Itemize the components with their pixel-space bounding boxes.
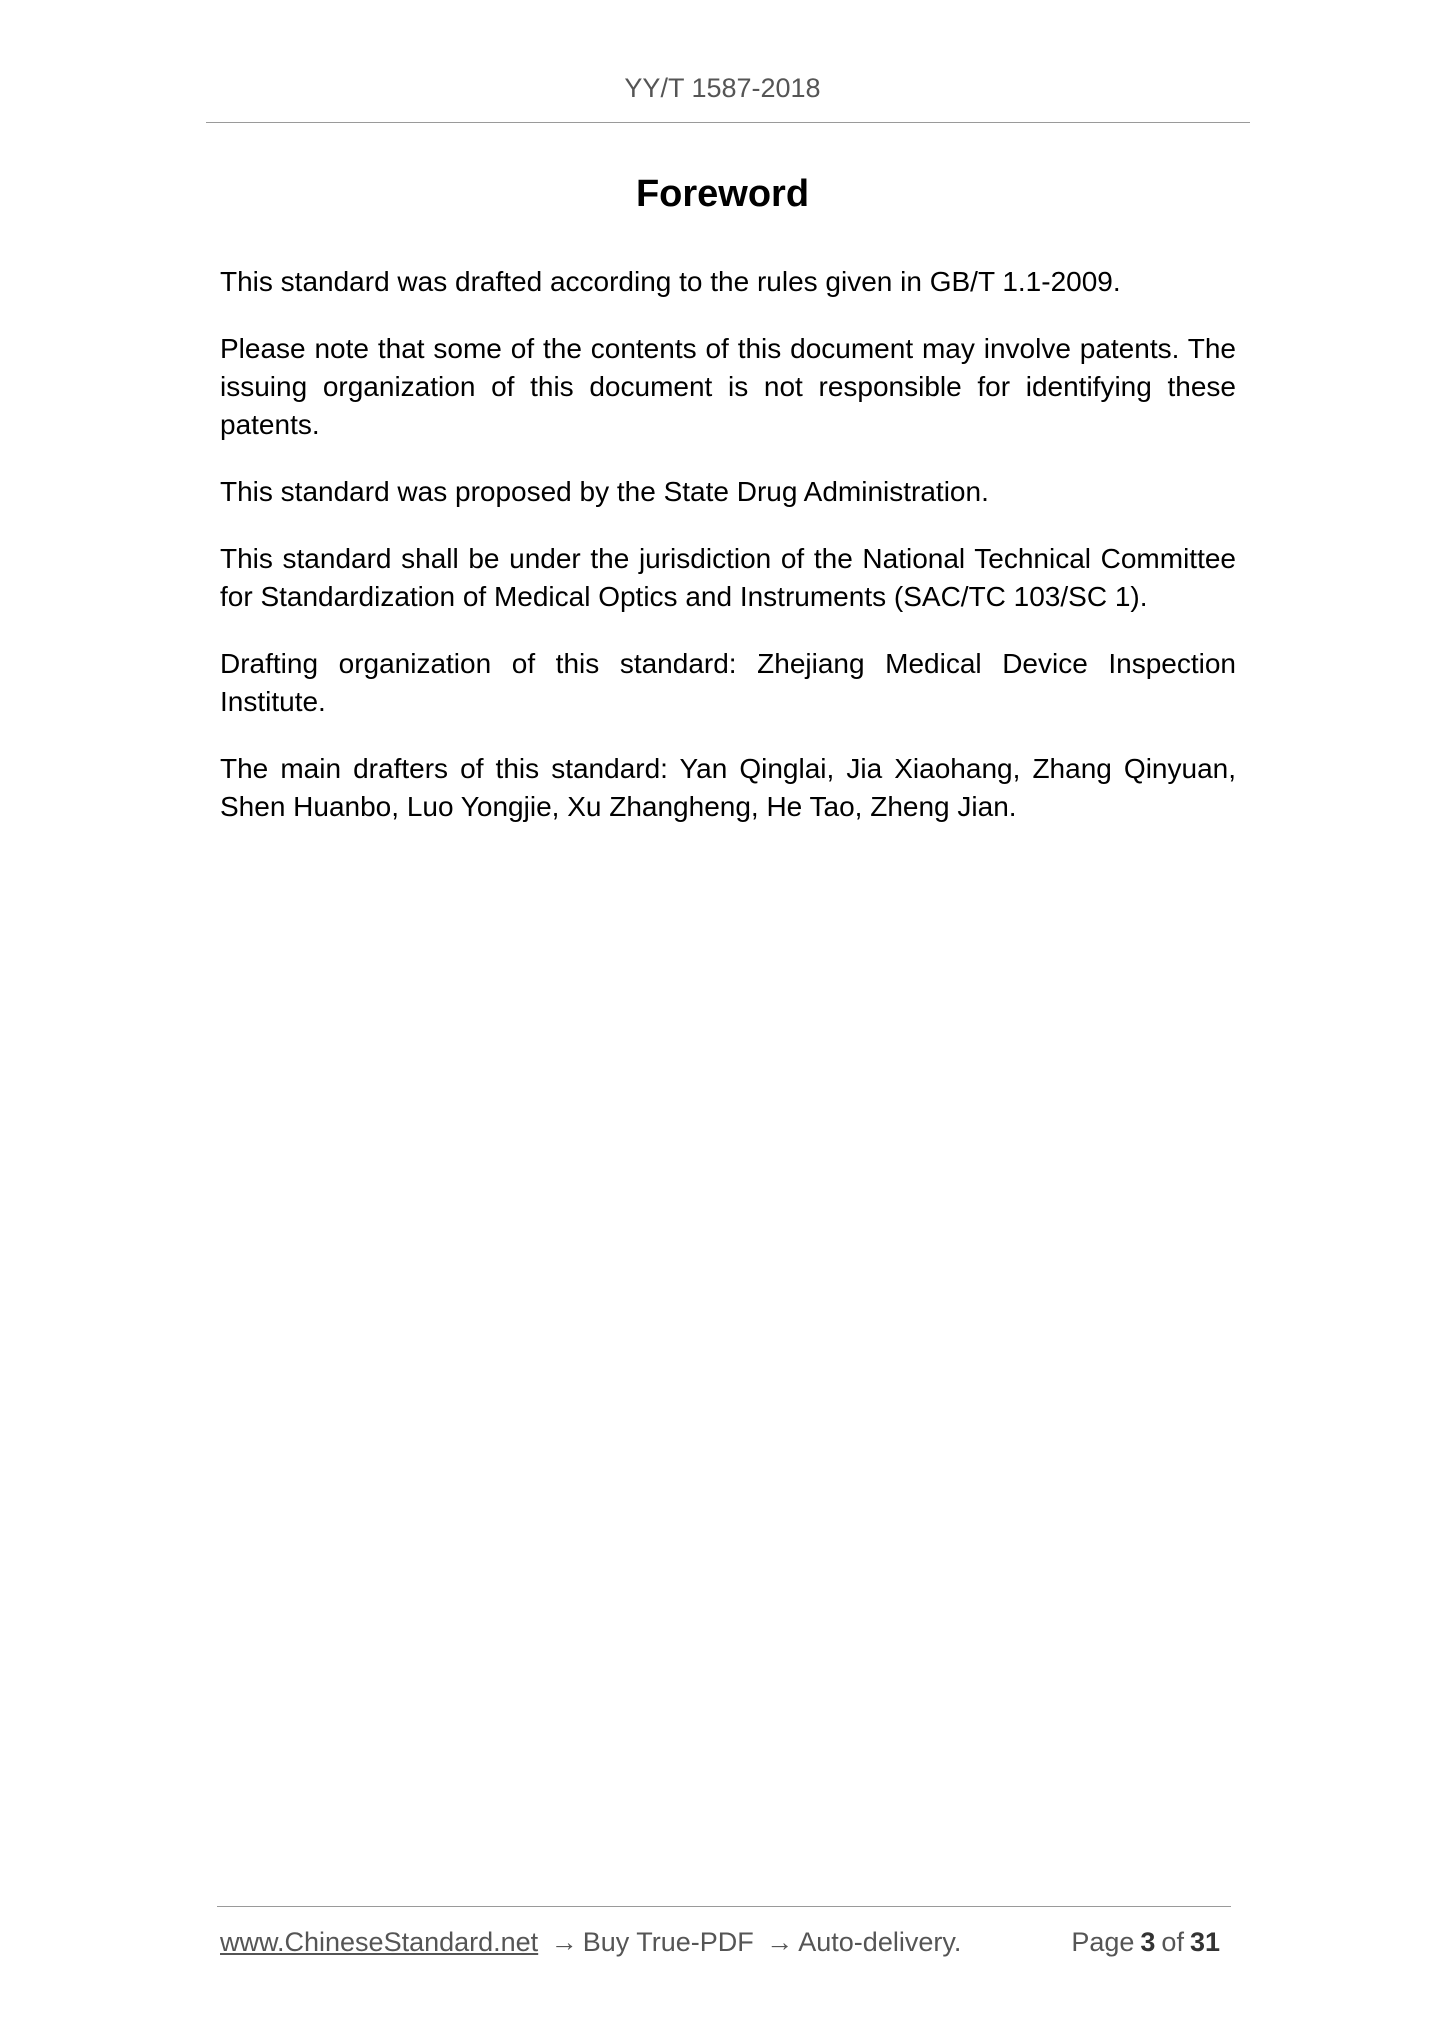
paragraph-jurisdiction: This standard shall be under the jurisdiction of the National Technical Committee for Standardization of Medical Optics and Instruments (SAC/TC 103/SC 1). — [220, 543, 1236, 612]
footer-step-buy: Buy True-PDF — [582, 1927, 754, 1957]
footer-purchase-info — [220, 1924, 961, 1960]
footer-step-delivery: Auto-delivery. — [798, 1927, 962, 1957]
page-current: 3 — [1140, 1927, 1156, 1957]
paragraph-drafting-rules: This standard was drafted according to the rules given in GB/T 1.1-2009. — [220, 266, 1121, 297]
paragraph-main-drafters: The main drafters of this standard: Yan Qinglai, Jia Xiaohang, Zhang Qinyuan, Shen Huanbo, Luo Yongjie, Xu Zhangheng, He Tao, Zheng Jian. — [220, 753, 1236, 822]
footer-divider — [217, 1906, 1231, 1907]
page-label: Page — [1071, 1927, 1135, 1957]
document-code-header: YY/T 1587-2018 — [624, 73, 821, 103]
arrow-right-icon: → — [550, 1927, 578, 1957]
paragraph-proposer: This standard was proposed by the State Drug Administration. — [220, 476, 989, 507]
arrow-right-icon: → — [766, 1927, 794, 1957]
page-footer — [220, 1924, 1226, 1960]
page-total: 31 — [1189, 1927, 1220, 1957]
page-of-label: of — [1161, 1927, 1184, 1957]
chinesestandard-link[interactable]: www.ChineseStandard.net — [220, 1927, 539, 1957]
page-number — [1071, 1924, 1226, 1960]
foreword-body — [220, 263, 1236, 855]
paragraph-drafting-organization: Drafting organization of this standard: Zhejiang Medical Device Inspection Institute. — [220, 648, 1236, 717]
page-title: Foreword — [635, 173, 810, 215]
paragraph-patents-note: Please note that some of the contents of this document may involve patents. The issuing organization of this document is not responsible for identifying these patents. — [220, 333, 1236, 440]
header-divider — [206, 122, 1250, 123]
